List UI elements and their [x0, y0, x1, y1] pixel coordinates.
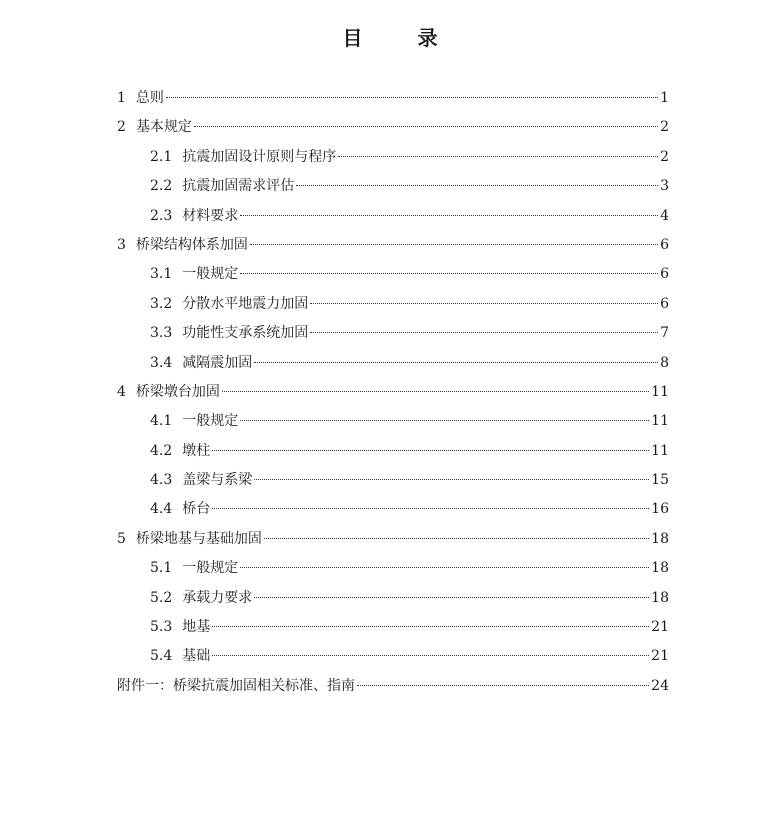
toc-entry-number: 4.1	[150, 413, 173, 430]
toc-entry-page-number: 11	[651, 413, 669, 430]
toc-entry-title: 基本规定	[135, 119, 192, 136]
toc-entry[interactable]	[117, 349, 669, 378]
toc-entry-number: 5.4	[150, 648, 173, 665]
toc-entry-page-number: 15	[651, 472, 669, 489]
toc-dot-leader	[240, 214, 658, 216]
toc-dot-leader	[264, 537, 649, 539]
toc-dot-leader	[212, 625, 649, 627]
toc-entry-title: 墩柱	[182, 442, 211, 459]
toc-entry-title: 一般规定	[182, 266, 239, 283]
toc-entry-title: 功能性支承系统加固	[182, 325, 309, 342]
toc-entry-number: 5.2	[150, 589, 173, 606]
toc-entry-number: 2	[117, 119, 126, 136]
toc-entry-number: 1	[117, 90, 126, 106]
toc-entry[interactable]	[117, 84, 669, 113]
toc-entry-number: 4.2	[150, 442, 173, 459]
toc-entry[interactable]	[117, 672, 669, 701]
toc-entry[interactable]	[117, 319, 669, 348]
toc-entry-title: 盖梁与系梁	[182, 472, 253, 489]
toc-entry-page-number: 11	[651, 442, 669, 459]
toc-entry-page-number: 11	[651, 383, 669, 400]
toc-dot-leader	[250, 243, 658, 245]
toc-entry-number: 3	[117, 236, 126, 253]
toc-entry-title: 分散水平地震力加固	[182, 295, 309, 312]
toc-dot-leader	[310, 302, 658, 304]
toc-dot-leader	[240, 419, 649, 421]
toc-entry[interactable]	[117, 202, 669, 231]
toc-dot-leader	[338, 155, 658, 157]
toc-entry[interactable]	[117, 437, 669, 466]
toc-entry-title: 抗震加固设计原则与程序	[182, 148, 337, 165]
toc-dot-leader	[212, 507, 649, 509]
toc-entry[interactable]	[117, 172, 669, 201]
toc-entry[interactable]	[117, 466, 669, 495]
toc-entry[interactable]	[117, 290, 669, 319]
toc-entry-title: 基础	[182, 648, 211, 665]
toc-dot-leader	[254, 361, 658, 363]
toc-entry[interactable]	[117, 407, 669, 436]
toc-dot-leader	[254, 478, 649, 480]
toc-entry-number: 3.4	[150, 354, 173, 371]
toc-entry[interactable]	[117, 113, 669, 142]
toc-dot-leader	[240, 566, 649, 568]
page-title: 目 录	[342, 26, 462, 50]
toc-entry-title: 附件一：桥梁抗震加固相关标准、指南	[117, 677, 355, 694]
toc-entry-title: 材料要求	[182, 207, 239, 224]
toc-entry-page-number: 7	[660, 325, 669, 342]
toc-entry-page-number: 1	[660, 90, 669, 106]
toc-entry-page-number: 21	[651, 648, 669, 665]
toc-entry-page-number: 2	[660, 119, 669, 136]
toc-entry-number: 2.1	[150, 148, 173, 165]
toc-dot-leader	[296, 184, 658, 186]
toc-entry-title: 桥台	[182, 501, 211, 518]
toc-entry[interactable]	[117, 525, 669, 554]
toc-entry-title: 桥梁结构体系加固	[135, 236, 248, 253]
toc-entry[interactable]	[117, 642, 669, 671]
table-of-contents	[117, 84, 669, 701]
toc-entry[interactable]	[117, 378, 669, 407]
toc-entry[interactable]	[117, 231, 669, 260]
toc-dot-leader	[357, 684, 649, 686]
toc-entry[interactable]	[117, 495, 669, 524]
toc-entry-page-number: 18	[651, 560, 669, 577]
toc-entry-page-number: 18	[651, 530, 669, 547]
toc-entry-number: 5.3	[150, 619, 173, 636]
toc-entry-number: 2.2	[150, 178, 173, 195]
toc-entry-page-number: 4	[660, 207, 669, 224]
toc-entry[interactable]	[117, 260, 669, 289]
toc-entry-title: 一般规定	[182, 560, 239, 577]
toc-dot-leader	[254, 596, 649, 598]
toc-dot-leader	[212, 654, 649, 656]
toc-entry-number: 5	[117, 530, 126, 547]
toc-entry[interactable]	[117, 613, 669, 642]
toc-entry[interactable]	[117, 554, 669, 583]
toc-entry-page-number: 16	[651, 501, 669, 518]
toc-entry-page-number: 24	[651, 677, 669, 694]
toc-entry-title: 一般规定	[182, 413, 239, 430]
toc-entry[interactable]	[117, 584, 669, 613]
toc-dot-leader	[166, 96, 658, 98]
toc-entry-page-number: 18	[651, 589, 669, 606]
toc-entry-title: 抗震加固需求评估	[182, 178, 295, 195]
toc-entry-page-number: 6	[660, 266, 669, 283]
toc-entry-page-number: 6	[660, 236, 669, 253]
toc-entry-number: 4.3	[150, 472, 173, 489]
toc-entry-title: 地基	[182, 619, 211, 636]
toc-entry-title: 总则	[135, 90, 164, 106]
toc-entry-page-number: 8	[660, 354, 669, 371]
toc-entry-number: 2.3	[150, 207, 173, 224]
toc-entry-page-number: 6	[660, 295, 669, 312]
toc-entry-page-number: 3	[660, 178, 669, 195]
toc-entry-page-number: 2	[660, 148, 669, 165]
toc-dot-leader	[194, 125, 658, 127]
toc-entry-page-number: 21	[651, 619, 669, 636]
toc-dot-leader	[222, 390, 649, 392]
toc-entry-title: 桥梁地基与基础加固	[135, 530, 262, 547]
toc-entry-number: 5.1	[150, 560, 173, 577]
toc-dot-leader	[212, 449, 649, 451]
toc-entry-title: 减隔震加固	[182, 354, 253, 371]
toc-entry[interactable]	[117, 143, 669, 172]
toc-entry-number: 4	[117, 383, 126, 400]
toc-entry-title: 承载力要求	[182, 589, 253, 606]
toc-dot-leader	[310, 331, 658, 333]
toc-dot-leader	[240, 272, 658, 274]
toc-entry-number: 3.1	[150, 266, 173, 283]
toc-entry-number: 4.4	[150, 501, 173, 518]
toc-entry-number: 3.3	[150, 325, 173, 342]
toc-entry-title: 桥梁墩台加固	[135, 383, 220, 400]
toc-entry-number: 3.2	[150, 295, 173, 312]
